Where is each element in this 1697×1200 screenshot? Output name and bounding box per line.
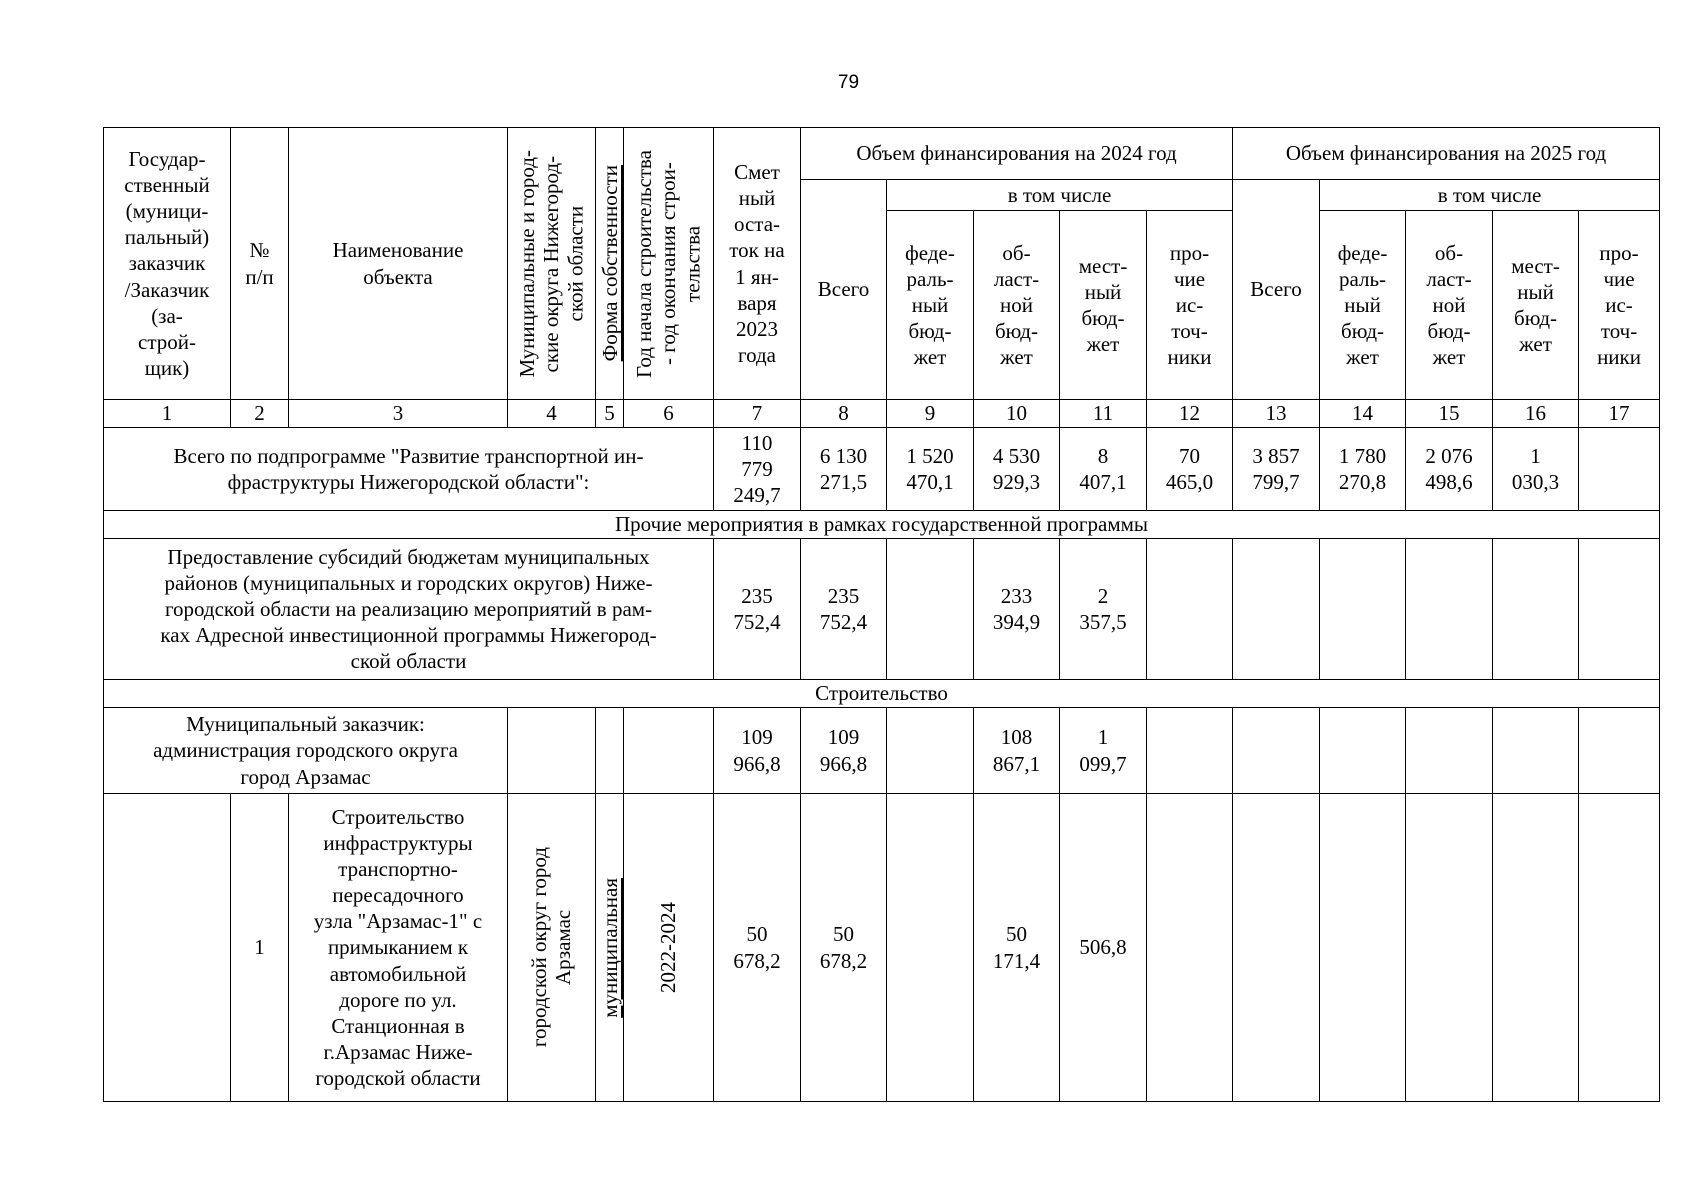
header-years: Год начала строительства - год окончания строи- тельства (624, 128, 714, 400)
total-value: 6 130 271,5 (801, 428, 887, 511)
header-local-2025: мест- ный бюд- жет (1493, 211, 1579, 400)
header-including-2025: в том числе (1320, 180, 1660, 211)
total-value: 110 779 249,7 (714, 428, 801, 511)
header-ownership: Форма собственности (596, 128, 624, 400)
header-object-name: Наименование объекта (289, 128, 508, 400)
subsidy-value: 235 752,4 (801, 539, 887, 680)
section-construction: Строительство (104, 680, 1660, 708)
object-row (104, 794, 1660, 1102)
header-other-2025: про- чие ис- точ- ники (1579, 211, 1660, 400)
empty-cell (508, 708, 596, 794)
subsidy-value (1147, 539, 1233, 680)
customer-value: 1 099,7 (1060, 708, 1147, 794)
column-number: 1 (104, 400, 231, 428)
header-estimate: Смет ный оста- ток на 1 ян- варя 2023 года (714, 128, 801, 400)
total-value: 70 465,0 (1147, 428, 1233, 511)
page-number: 79 (837, 72, 860, 93)
customer-value (887, 708, 974, 794)
subsidy-value: 233 394,9 (974, 539, 1060, 680)
column-number: 14 (1320, 400, 1406, 428)
header-funding-2025: Объем финансирования на 2025 год (1233, 128, 1660, 180)
header-including-2024: в том числе (887, 180, 1233, 211)
column-number: 6 (624, 400, 714, 428)
object-value (1579, 794, 1660, 1102)
subsidy-value (887, 539, 974, 680)
header-customer: Государ- ственный (муници- пальный) заказчик /Заказчик (за- строй- щик) (104, 128, 231, 400)
total-value (1579, 428, 1660, 511)
customer-value: 109 966,8 (801, 708, 887, 794)
object-value: 50 171,4 (974, 794, 1060, 1102)
customer-label: Муниципальный заказчик: администрация городского округа город Арзамас (104, 708, 508, 794)
header-regional-2025: об- ласт- ной бюд- жет (1406, 211, 1493, 400)
object-value: 50 678,2 (714, 794, 801, 1102)
column-number: 17 (1579, 400, 1660, 428)
object-value: 50 678,2 (801, 794, 887, 1102)
subsidy-row (104, 539, 1660, 680)
column-number: 12 (1147, 400, 1233, 428)
object-years: 2022-2024 (624, 794, 714, 1102)
column-number: 16 (1493, 400, 1579, 428)
total-label: Всего по подпрограмме "Развитие транспортной ин- фраструктуры Нижегородской области": (104, 428, 714, 511)
customer-value (1320, 708, 1406, 794)
object-name: Строительство инфраструктуры транспортно- пересадочного узла "Арзамас-1" с примыканием к автомобильной дороге по ул. Станционная в г.Арзамас Ниже- городской области (289, 794, 508, 1102)
total-value: 2 076 498,6 (1406, 428, 1493, 511)
empty-cell (624, 708, 714, 794)
column-number: 4 (508, 400, 596, 428)
header-federal-2024: феде- раль- ный бюд- жет (887, 211, 974, 400)
customer-value: 109 966,8 (714, 708, 801, 794)
column-number: 2 (231, 400, 289, 428)
total-value: 8 407,1 (1060, 428, 1147, 511)
column-number: 13 (1233, 400, 1320, 428)
header-num: № п/п (231, 128, 289, 400)
header-districts: Муниципальные и город- ские округа Нижегород- ской области (508, 128, 596, 400)
object-value (887, 794, 974, 1102)
subsidy-value: 235 752,4 (714, 539, 801, 680)
header-other-2024: про- чие ис- точ- ники (1147, 211, 1233, 400)
object-value (1493, 794, 1579, 1102)
header-regional-2024: об- ласт- ной бюд- жет (974, 211, 1060, 400)
customer-row (104, 708, 1660, 794)
total-value: 1 520 470,1 (887, 428, 974, 511)
column-number: 5 (596, 400, 624, 428)
object-value: 506,8 (1060, 794, 1147, 1102)
object-value (1233, 794, 1320, 1102)
header-federal-2025: феде- раль- ный бюд- жет (1320, 211, 1406, 400)
subsidy-value (1320, 539, 1406, 680)
header-local-2024: мест- ный бюд- жет (1060, 211, 1147, 400)
total-value: 4 530 929,3 (974, 428, 1060, 511)
subsidy-value (1233, 539, 1320, 680)
total-value: 1 030,3 (1493, 428, 1579, 511)
total-value: 3 857 799,7 (1233, 428, 1320, 511)
total-row (104, 428, 1660, 511)
subsidy-value (1579, 539, 1660, 680)
column-number: 7 (714, 400, 801, 428)
column-numbers-row (104, 400, 1660, 428)
header-total-2024: Всего (801, 180, 887, 400)
object-value (1147, 794, 1233, 1102)
empty-cell (596, 708, 624, 794)
financing-table (103, 127, 1660, 1102)
customer-value (1233, 708, 1320, 794)
column-number: 8 (801, 400, 887, 428)
object-value (1406, 794, 1493, 1102)
header-total-2025: Всего (1233, 180, 1320, 400)
object-number: 1 (231, 794, 289, 1102)
empty-cell (104, 794, 231, 1102)
customer-value (1579, 708, 1660, 794)
subsidy-value (1493, 539, 1579, 680)
section-other-measures: Прочие мероприятия в рамках государственной программы (104, 511, 1660, 539)
customer-value (1493, 708, 1579, 794)
column-number: 10 (974, 400, 1060, 428)
total-value: 1 780 270,8 (1320, 428, 1406, 511)
object-ownership: муниципальная (596, 794, 624, 1102)
subsidy-value: 2 357,5 (1060, 539, 1147, 680)
column-number: 3 (289, 400, 508, 428)
column-number: 15 (1406, 400, 1493, 428)
column-number: 9 (887, 400, 974, 428)
customer-value: 108 867,1 (974, 708, 1060, 794)
object-value (1320, 794, 1406, 1102)
customer-value (1406, 708, 1493, 794)
subsidy-label: Предоставление субсидий бюджетам муниципальных районов (муниципальных и городских округов) Ниже- городской области на реализацию мероприятий в рам- ках Адресной инвестиционной программы Нижегород- ской области (104, 539, 714, 680)
customer-value (1147, 708, 1233, 794)
header-funding-2024: Объем финансирования на 2024 год (801, 128, 1233, 180)
column-number: 11 (1060, 400, 1147, 428)
object-district: городской округ город Арзамас (508, 794, 596, 1102)
subsidy-value (1406, 539, 1493, 680)
